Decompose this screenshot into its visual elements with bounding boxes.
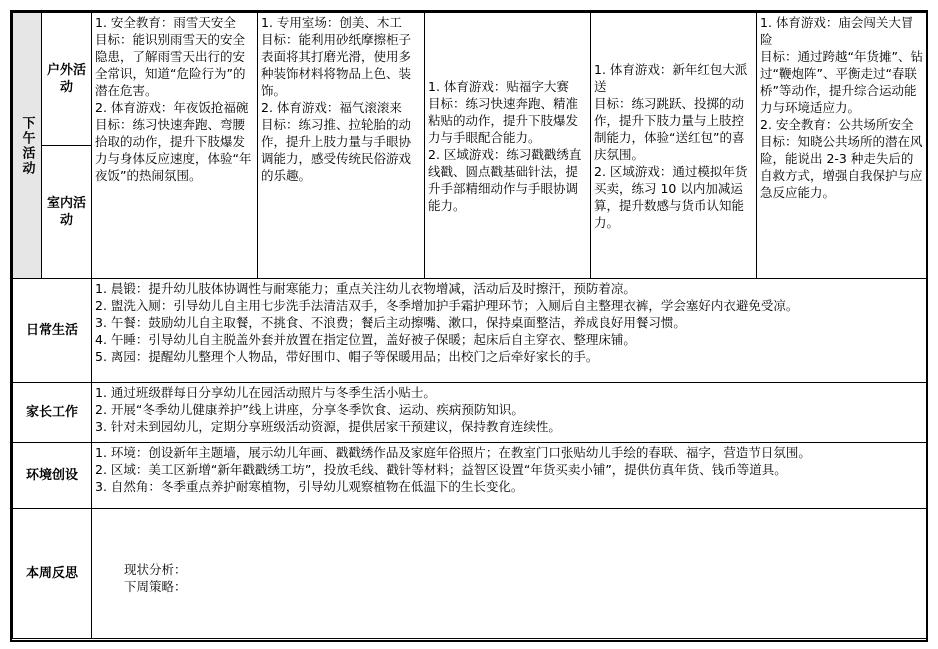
environment-item: 1. 环境：创设新年主题墙，展示幼儿年画、戳戳绣作品及家庭年俗照片；在教室门口张贴幼儿手绘的春联、福字，营造节日氛围。 xyxy=(95,445,811,460)
environment-row xyxy=(13,443,927,509)
reflection-row xyxy=(13,509,927,639)
col5-line: 1. 体育游戏：庙会闯关大冒险 xyxy=(760,15,914,47)
daily-life-content xyxy=(92,279,927,383)
afternoon-col-2 xyxy=(258,13,425,279)
afternoon-col-3 xyxy=(425,13,591,279)
daily-life-label: 日常生活 xyxy=(13,279,92,383)
afternoon-col-1 xyxy=(92,13,258,279)
col4-line: 1. 体育游戏：新年红包大派送 xyxy=(594,61,748,94)
col2-line: 1. 专用室场：创美、木工 xyxy=(261,15,402,30)
afternoon-col-4 xyxy=(591,13,757,279)
parent-work-item: 1. 通过班级群每日分享幼儿在园活动照片与冬季生活小贴士。 xyxy=(95,385,436,400)
environment-item: 3. 自然角：冬季重点养护耐寒植物，引导幼儿观察植物在低温下的生长变化。 xyxy=(95,479,524,494)
outdoor-label: 户外活动 xyxy=(42,13,92,146)
col1-line: 目标：练习快速奔跑、弯腰拾取的动作，提升下肢爆发力与身体反应速度，体验“年夜饭”的热闹氛围。 xyxy=(95,117,252,183)
indoor-label: 室内活动 xyxy=(42,146,92,279)
col5-line: 2. 安全教育：公共场所安全 xyxy=(760,117,914,132)
parent-work-row xyxy=(13,383,927,443)
daily-life-item: 5. 离园：提醒幼儿整理个人物品，带好围巾、帽子等保暖用品；出校门之后牵好家长的手。 xyxy=(95,349,599,364)
col4-line: 2. 区域游戏：通过模拟年货买卖，练习 10 以内加减运算，提升数感与货币认知能力。 xyxy=(594,163,748,230)
weekly-plan-table-frame xyxy=(10,10,928,642)
weekly-plan-table xyxy=(12,12,927,639)
col3-line: 1. 体育游戏：贴福字大赛 xyxy=(428,78,569,94)
reflection-label: 本周反思 xyxy=(13,509,92,639)
environment-item: 2. 区域：美工区新增“新年戳戳绣工坊”，投放毛线、戳针等材料；益智区设置“年货买卖小铺”，提供仿真年货、钱币等道具。 xyxy=(95,462,787,477)
afternoon-col-5 xyxy=(757,13,927,279)
col2-line: 2. 体育游戏：福气滚滚来 xyxy=(261,100,402,115)
parent-work-item: 2. 开展“冬季幼儿健康养护”线上讲座，分享冬季饮食、运动、疾病预防知识。 xyxy=(95,402,524,417)
reflection-content xyxy=(92,509,927,639)
reflection-strategy: 下周策略： xyxy=(124,579,187,594)
environment-content xyxy=(92,443,927,509)
parent-work-content xyxy=(92,383,927,443)
col3-line: 目标：练习快速奔跑、精准粘贴的动作，提升下肢爆发力与手眼配合能力。 xyxy=(428,95,579,145)
col5-line: 目标：知晓公共场所的潜在风险，能说出 2-3 种走失后的自救方式，增强自我保护与应急反应能力。 xyxy=(760,134,923,200)
col1-line: 2. 体育游戏：年夜饭抢福碗 xyxy=(95,100,249,115)
daily-life-row xyxy=(13,279,927,383)
parent-work-item: 3. 针对未到园幼儿，定期分享班级活动资源，提供居家干预建议，保持教育连续性。 xyxy=(95,419,561,434)
reflection-analysis: 现状分析： xyxy=(124,562,187,577)
col5-line: 目标：通过跨越“年货摊”、钻过“鞭炮阵”、平衡走过“春联桥”等动作，提升综合运动能力与环境适应力。 xyxy=(760,49,923,115)
col1-line: 目标：能识别雨雪天的安全隐患，了解雨雪天出行的安全常识，知道“危险行为”的潜在危害。 xyxy=(95,32,246,98)
afternoon-label: 下午活动 xyxy=(13,13,42,279)
daily-life-item: 4. 午睡：引导幼儿自主脱盖外套并放置在指定位置，盖好被子保暖；起床后自主穿衣、整理床铺。 xyxy=(95,332,636,347)
afternoon-outdoor-row xyxy=(13,13,927,146)
col3-line: 2. 区域游戏：练习戳戳绣直线戳、圆点戳基础针法，提升手部精细动作与手眼协调能力。 xyxy=(428,146,582,213)
col1-line: 1. 安全教育：雨雪天安全 xyxy=(95,15,236,30)
daily-life-item: 2. 盥洗入厕：引导幼儿自主用七步洗手法清洁双手，冬季增加护手霜护理环节；入厕后自主整理衣裤，学会塞好内衣避免受凉。 xyxy=(95,298,799,313)
col4-line: 目标：练习跳跃、投掷的动作，提升下肢力量与上肢控制能力，体验“送红包”的喜庆氛围。 xyxy=(594,95,745,162)
daily-life-item: 1. 晨锻：提升幼儿肢体协调性与耐寒能力；重点关注幼儿衣物增减，活动后及时擦汗，预防着凉。 xyxy=(95,281,636,296)
environment-label: 环境创设 xyxy=(13,443,92,509)
col2-line: 目标：练习推、拉轮胎的动作，提升上肢力量与手眼协调能力，感受传统民俗游戏的乐趣。 xyxy=(261,117,412,183)
daily-life-item: 3. 午餐：鼓励幼儿自主取餐，不挑食、不浪费；餐后主动擦嘴、漱口，保持桌面整洁，养成良好用餐习惯。 xyxy=(95,315,686,330)
col2-line: 目标：能利用砂纸摩擦柜子表面将其打磨光滑，使用多种装饰材料将物品上色、装饰。 xyxy=(261,32,412,98)
parent-work-label: 家长工作 xyxy=(13,383,92,443)
